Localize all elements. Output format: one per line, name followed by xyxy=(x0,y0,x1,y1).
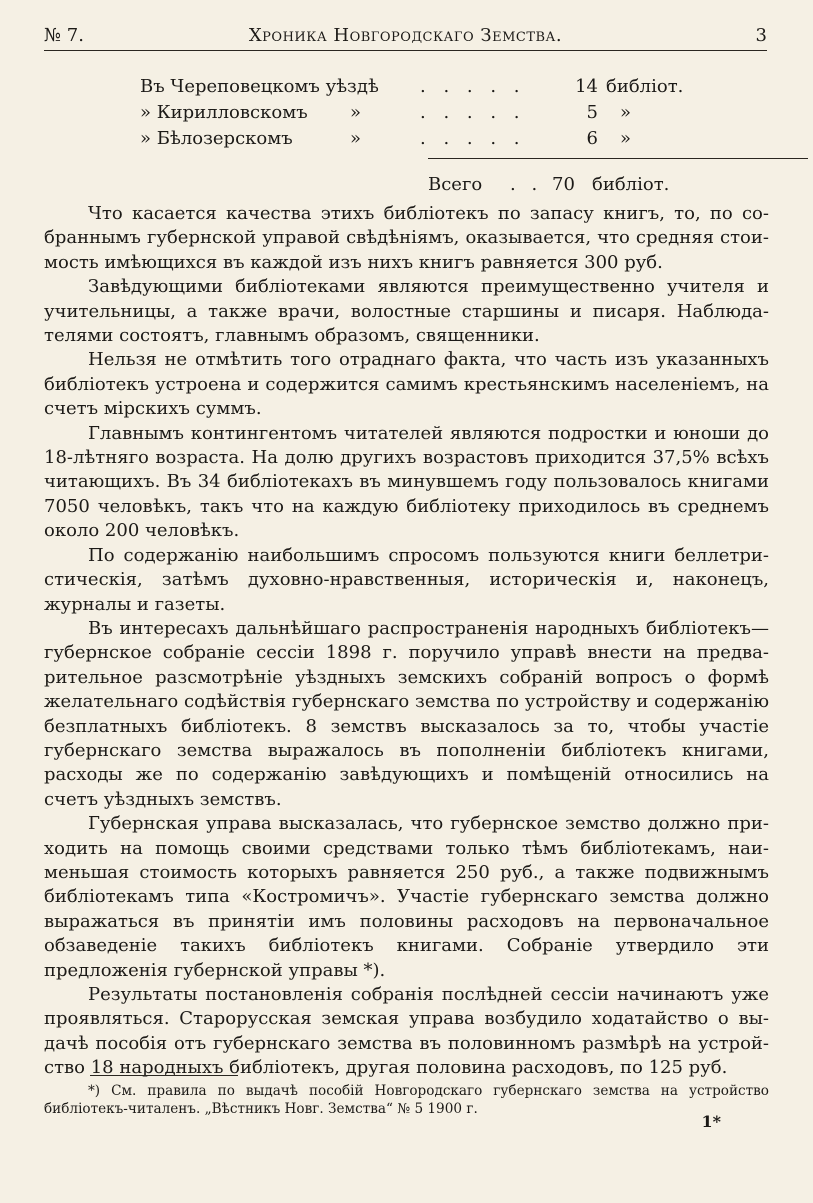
stats-row xyxy=(140,126,680,152)
paragraph: По содержанiю наибольшимъ спросомъ пользуются книги беллетристическiя, затѣмъ духовно-нравственныя, историческiя и, наконецъ, журналы и газеты. xyxy=(44,544,769,615)
stats-row xyxy=(140,74,684,100)
header-rule xyxy=(44,50,767,51)
footnote-rule xyxy=(90,1075,238,1076)
ditto-mark: » xyxy=(350,128,362,149)
district-label: Въ Череповецкомъ уѣздѣ xyxy=(140,76,379,97)
paragraph: Губернская управа высказалась, что губернское земство должно приходить на помощь своими средствами только тѣмъ библiотекамъ, наименьшая стоимость которыхъ равняется 250 руб., а также подвижнымъ библiотекамъ типа «Костромичъ». Участiе губернскаго земства должно выражаться въ принятiи имъ половины расходовъ на первоначальное обзаведенiе такихъ библiотекъ книгами. Собранiе утвердило эти предложенiя губернской управы *). xyxy=(44,813,769,981)
running-header xyxy=(44,22,767,50)
library-count: 14 xyxy=(575,76,598,97)
running-title: Хроника Новгородскаго Земства. xyxy=(248,25,563,46)
total-rule xyxy=(428,158,808,159)
paragraph: Что касается качества этихъ библiотекъ по запасу книгъ, то, по собраннымъ губернской управой свѣдѣнiямъ, оказывается, что средняя стоимость имѣющихся въ каждой изъ нихъ книгъ равняется 300 руб. xyxy=(44,203,769,273)
leader-dots: . . . . . xyxy=(420,76,526,97)
total-count: 70 xyxy=(552,174,575,195)
paragraph: Въ интересахъ дальнѣйшаго распространенiя народныхъ библiотекъ— губернское собранiе сессiи 1898 г. поручило управѣ внести на предварительное разсмотрѣнiе уѣздныхъ земскихъ собранiй вопросъ о формѣ желательнаго содѣйствiя губернскаго земства по устройству и содержанiю безплатныхъ библiотекъ. 8 земствъ высказалось за то, чтобы участiе губернскаго земства выражалось въ пополненiи библiотекъ книгами, расходы же по содержанiю завѣдующихъ и помѣщенiй относились на счетъ уѣздныхъ земствъ. xyxy=(44,617,769,810)
unit-ditto-mark: » xyxy=(620,128,632,149)
district-label: » Кирилловскомъ xyxy=(140,102,308,123)
issue-number: № 7. xyxy=(44,25,84,46)
leader-dots: . . xyxy=(510,174,543,195)
library-count: 6 xyxy=(586,128,598,149)
unit-label: библiот. xyxy=(592,174,670,195)
footnote xyxy=(44,1082,769,1118)
paragraph: Результаты постановленiя собранiя послѣдней сессiи начинаютъ уже проявляться. Старорусская земская управа возбудило ходатайство о выдачѣ пособiя отъ губернскаго земства въ половинномъ размѣрѣ на устройство 18 народныхъ библiотекъ, другая половина расходовъ, по 125 руб. xyxy=(44,984,769,1079)
stats-row xyxy=(140,100,680,126)
leader-dots: . . . . . xyxy=(420,102,526,123)
total-label: Всего xyxy=(428,174,483,195)
unit-ditto-mark: » xyxy=(620,102,632,123)
stats-total-row xyxy=(428,172,813,198)
paragraph: Главнымъ контингентомъ читателей являются подростки и юноши до 18-лѣтняго возраста. На долю другихъ возрастовъ приходится 37,5% всѣхъ читающихъ. Въ 34 библiотекахъ въ минувшемъ году пользовалось книгами 7050 человѣкъ, такъ что на каждую библiотеку приходилось въ среднемъ около 200 человѣкъ. xyxy=(44,422,769,542)
unit-label: библiот. xyxy=(606,76,684,97)
ditto-mark: » xyxy=(350,102,362,123)
leader-dots: . . . . . xyxy=(420,128,526,149)
library-stats-table xyxy=(140,74,684,195)
body-text xyxy=(44,202,769,1081)
library-count: 5 xyxy=(586,102,598,123)
paragraph: Нельзя не отмѣтить того отраднаго факта, что часть изъ указанныхъ библiотекъ устроена и содержится самимъ крестьянскимъ населенiемъ, на счетъ мiрскихъ суммъ. xyxy=(44,349,769,420)
page-number: 3 xyxy=(755,25,767,46)
signature-mark: 1* xyxy=(701,1112,721,1131)
paragraph: Завѣдующими библiотеками являются преимущественно учителя и учительницы, а также врачи, волостные старшины и писаря. Наблюдателями состоятъ, главнымъ образомъ, священники. xyxy=(44,276,769,347)
district-label: » Бѣлозерскомъ xyxy=(140,128,293,149)
footnote-text: *) См. правила по выдачѣ пособiй Новгородскаго губернскаго земства на устройство библiотекъ-читаленъ. „Вѣстникъ Новг. Земства“ № 5 1900 г. xyxy=(44,1083,769,1117)
